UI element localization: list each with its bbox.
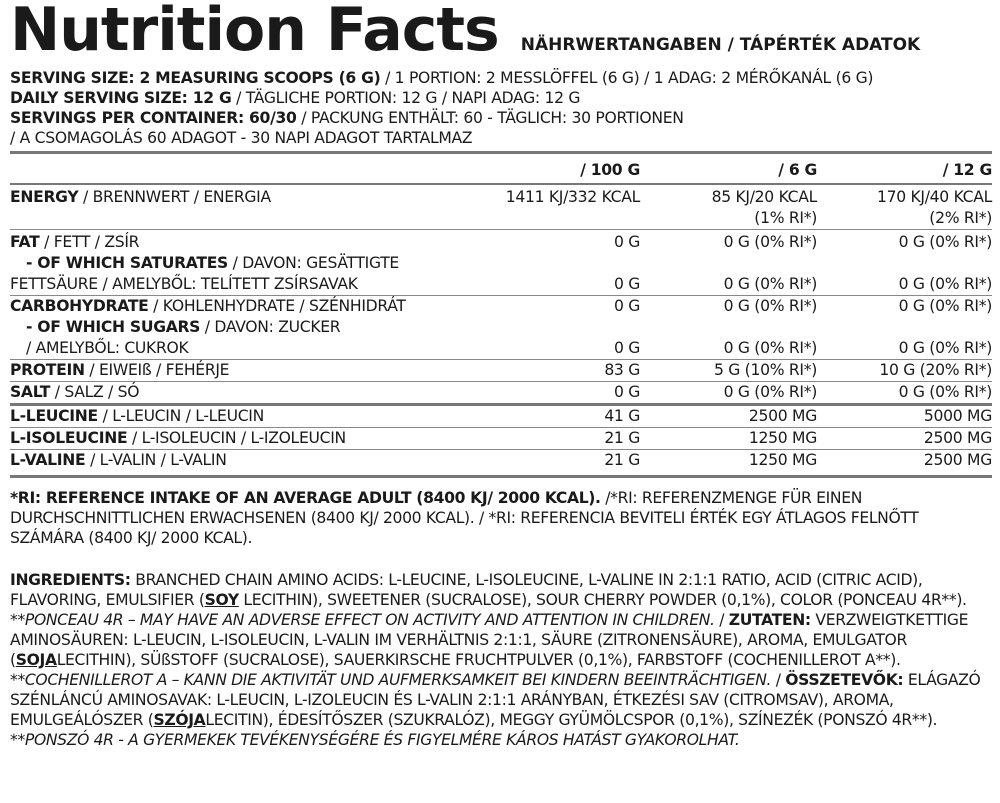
servings-per-container-line: SERVINGS PER CONTAINER: 60/30 / PACKUNG ENTHÄLT: 60 - TÄGLICH: 30 PORTIONEN: [10, 109, 684, 127]
allergen-soja: SOJA: [15, 651, 57, 669]
column-header-12g: / 12 G: [942, 161, 992, 179]
table-row-saturates: - OF WHICH SATURATES / DAVON: GESÄTTIGTE: [26, 254, 399, 272]
table-row-isoleucine: L-ISOLEUCINE / L-ISOLEUCIN / L-IZOLEUCIN 21 G 1250 MG 2500 MG: [10, 429, 992, 447]
table-row-leucine: L-LEUCINE / L-LEUCIN / L-LEUCIN 41 G 2500 MG 5000 MG: [10, 407, 992, 425]
divider: [10, 475, 992, 478]
column-header-100g: / 100 G: [580, 161, 640, 179]
ingredients-text: INGREDIENTS: BRANCHED CHAIN AMINO ACIDS: L-LEUCINE, L-ISOLEUCINE, L-VALINE IN 2:1:1 RATIO, ACID (CITRIC ACID), FLAVORING, EMULSIFIER (SOY LECITHIN), SWEETENER (SUCRALOSE), SOUR CHERRY POWDER (0,1%), COLOR (PONCEAU 4R**). **PONCEAU 4R – MAY HAVE AN ADVERSE EFFECT ON ACTIVITY AND ATTENTION IN CHILDREN. / ZUTATEN: VERZWEIGTKETTIGE AMINOSÄUREN: L-LEUCIN, L-ISOLEUCIN, L-VALIN IM VERHÄLTNIS 2:1:1, SÄURE (ZITRONENSÄURE), AROMA, EMULGATOR (SOJALECITHIN), SÜßSTOFF (SUCRALOSE), SAUERKIRSCHE FRUCHTPULVER (0,1%), FARBSTOFF (COCHENILLEROT A**). **COCHENILLEROT A – KANN DIE AKTIVITÄT UND AUFMERKSAMKEIT BEI KINDERN BEEINTRÄCHTIGEN. / ÖSSZETEVŐK: ELÁGAZÓ SZÉNLÁNCÚ AMINOSAVAK: L-LEUCIN, L-IZOLEUCIN ÉS L-VALIN 2:1:1 ARÁNYBAN, ÉTKEZÉSI SAV (CITROMSAV), AROMA, EMULGEÁLÓSZER (SZÓJALECITIN), ÉDESÍTŐSZER (SZUKRALÓZ), MEGGY GYÜMÖLCSPOR (0,1%), SZÍNEZÉK (PONSZÓ 4R**). **PONSZÓ 4R - A GYERMEKEK TEVÉKENYSÉGÉRE ÉS FIGYELMÉRE KÁROS HATÁST GYAKOROLHAT.: [10, 571, 981, 749]
nutrition-table: [10, 154, 992, 478]
table-row-salt: SALT / SALZ / SÓ 0 G 0 G (0% RI*) 0 G (0% RI*): [10, 383, 992, 401]
label-title: Nutrition Facts: [10, 0, 499, 65]
servings-per-container-line-2: / A CSOMAGOLÁS 60 ADAGOT - 30 NAPI ADAGOT TARTALMAZ: [10, 129, 473, 147]
table-row-carbohydrate: CARBOHYDRATE / KOHLENHYDRATE / SZÉNHIDRÁT 0 G 0 G (0% RI*) 0 G (0% RI*): [10, 297, 992, 315]
table-row-sugars-cont: / AMELYBŐL: CUKROK 0 G 0 G (0% RI*) 0 G (0% RI*): [26, 339, 992, 357]
column-headers: [10, 154, 992, 183]
serving-size-line: SERVING SIZE: 2 MEASURING SCOOPS (6 G) / 1 PORTION: 2 MESSLÖFFEL (6 G) / 1 ADAG: 2 MÉRŐKANÁL (6 G): [10, 69, 874, 87]
daily-serving-line: DAILY SERVING SIZE: 12 G / TÄGLICHE PORTION: 12 G / NAPI ADAG: 12 G: [10, 89, 581, 107]
allergen-szoja: SZÓJA: [153, 711, 206, 729]
table-row-saturates-cont: FETTSÄURE / AMELYBŐL: TELÍTETT ZSÍRSAVAK 0 G 0 G (0% RI*) 0 G (0% RI*): [10, 275, 992, 293]
allergen-soy: SOY: [204, 591, 239, 609]
table-row-valine: L-VALINE / L-VALIN / L-VALIN 21 G 1250 MG 2500 MG: [10, 451, 992, 469]
table-row-energy: ENERGY / BRENNWERT / ENERGIA 1411 KJ/332 KCAL 85 KJ/20 KCAL (1% RI*) 170 KJ/40 KCAL (2% RI*): [10, 188, 992, 227]
table-row-protein: PROTEIN / EIWEIß / FEHÉRJE 83 G 5 G (10% RI*) 10 G (20% RI*): [10, 361, 992, 379]
table-row-fat: FAT / FETT / ZSÍR 0 G 0 G (0% RI*) 0 G (0% RI*): [10, 233, 992, 251]
serving-info: [10, 68, 992, 148]
label-header: [10, 0, 992, 72]
label-subtitle: NÄHRWERTANGABEN / TÁPÉRTÉK ADATOK: [520, 35, 921, 55]
table-row-sugars: - OF WHICH SUGARS / DAVON: ZUCKER: [26, 318, 341, 336]
ri-footnote: *RI: REFERENCE INTAKE OF AN AVERAGE ADULT (8400 KJ/ 2000 KCAL). /*RI: REFERENZMENGE FÜR EINEN DURCHSCHNITTLICHEN ERWACHSENEN (8400 KJ/ 2000 KCAL). / *RI: REFERENCIA BEVITELI ÉRTÉK EGY ÁTLAGOS FELNŐTT SZÁMÁRA (8400 KJ/ 2000 KCAL).: [10, 489, 919, 547]
column-header-6g: / 6 G: [778, 161, 817, 179]
